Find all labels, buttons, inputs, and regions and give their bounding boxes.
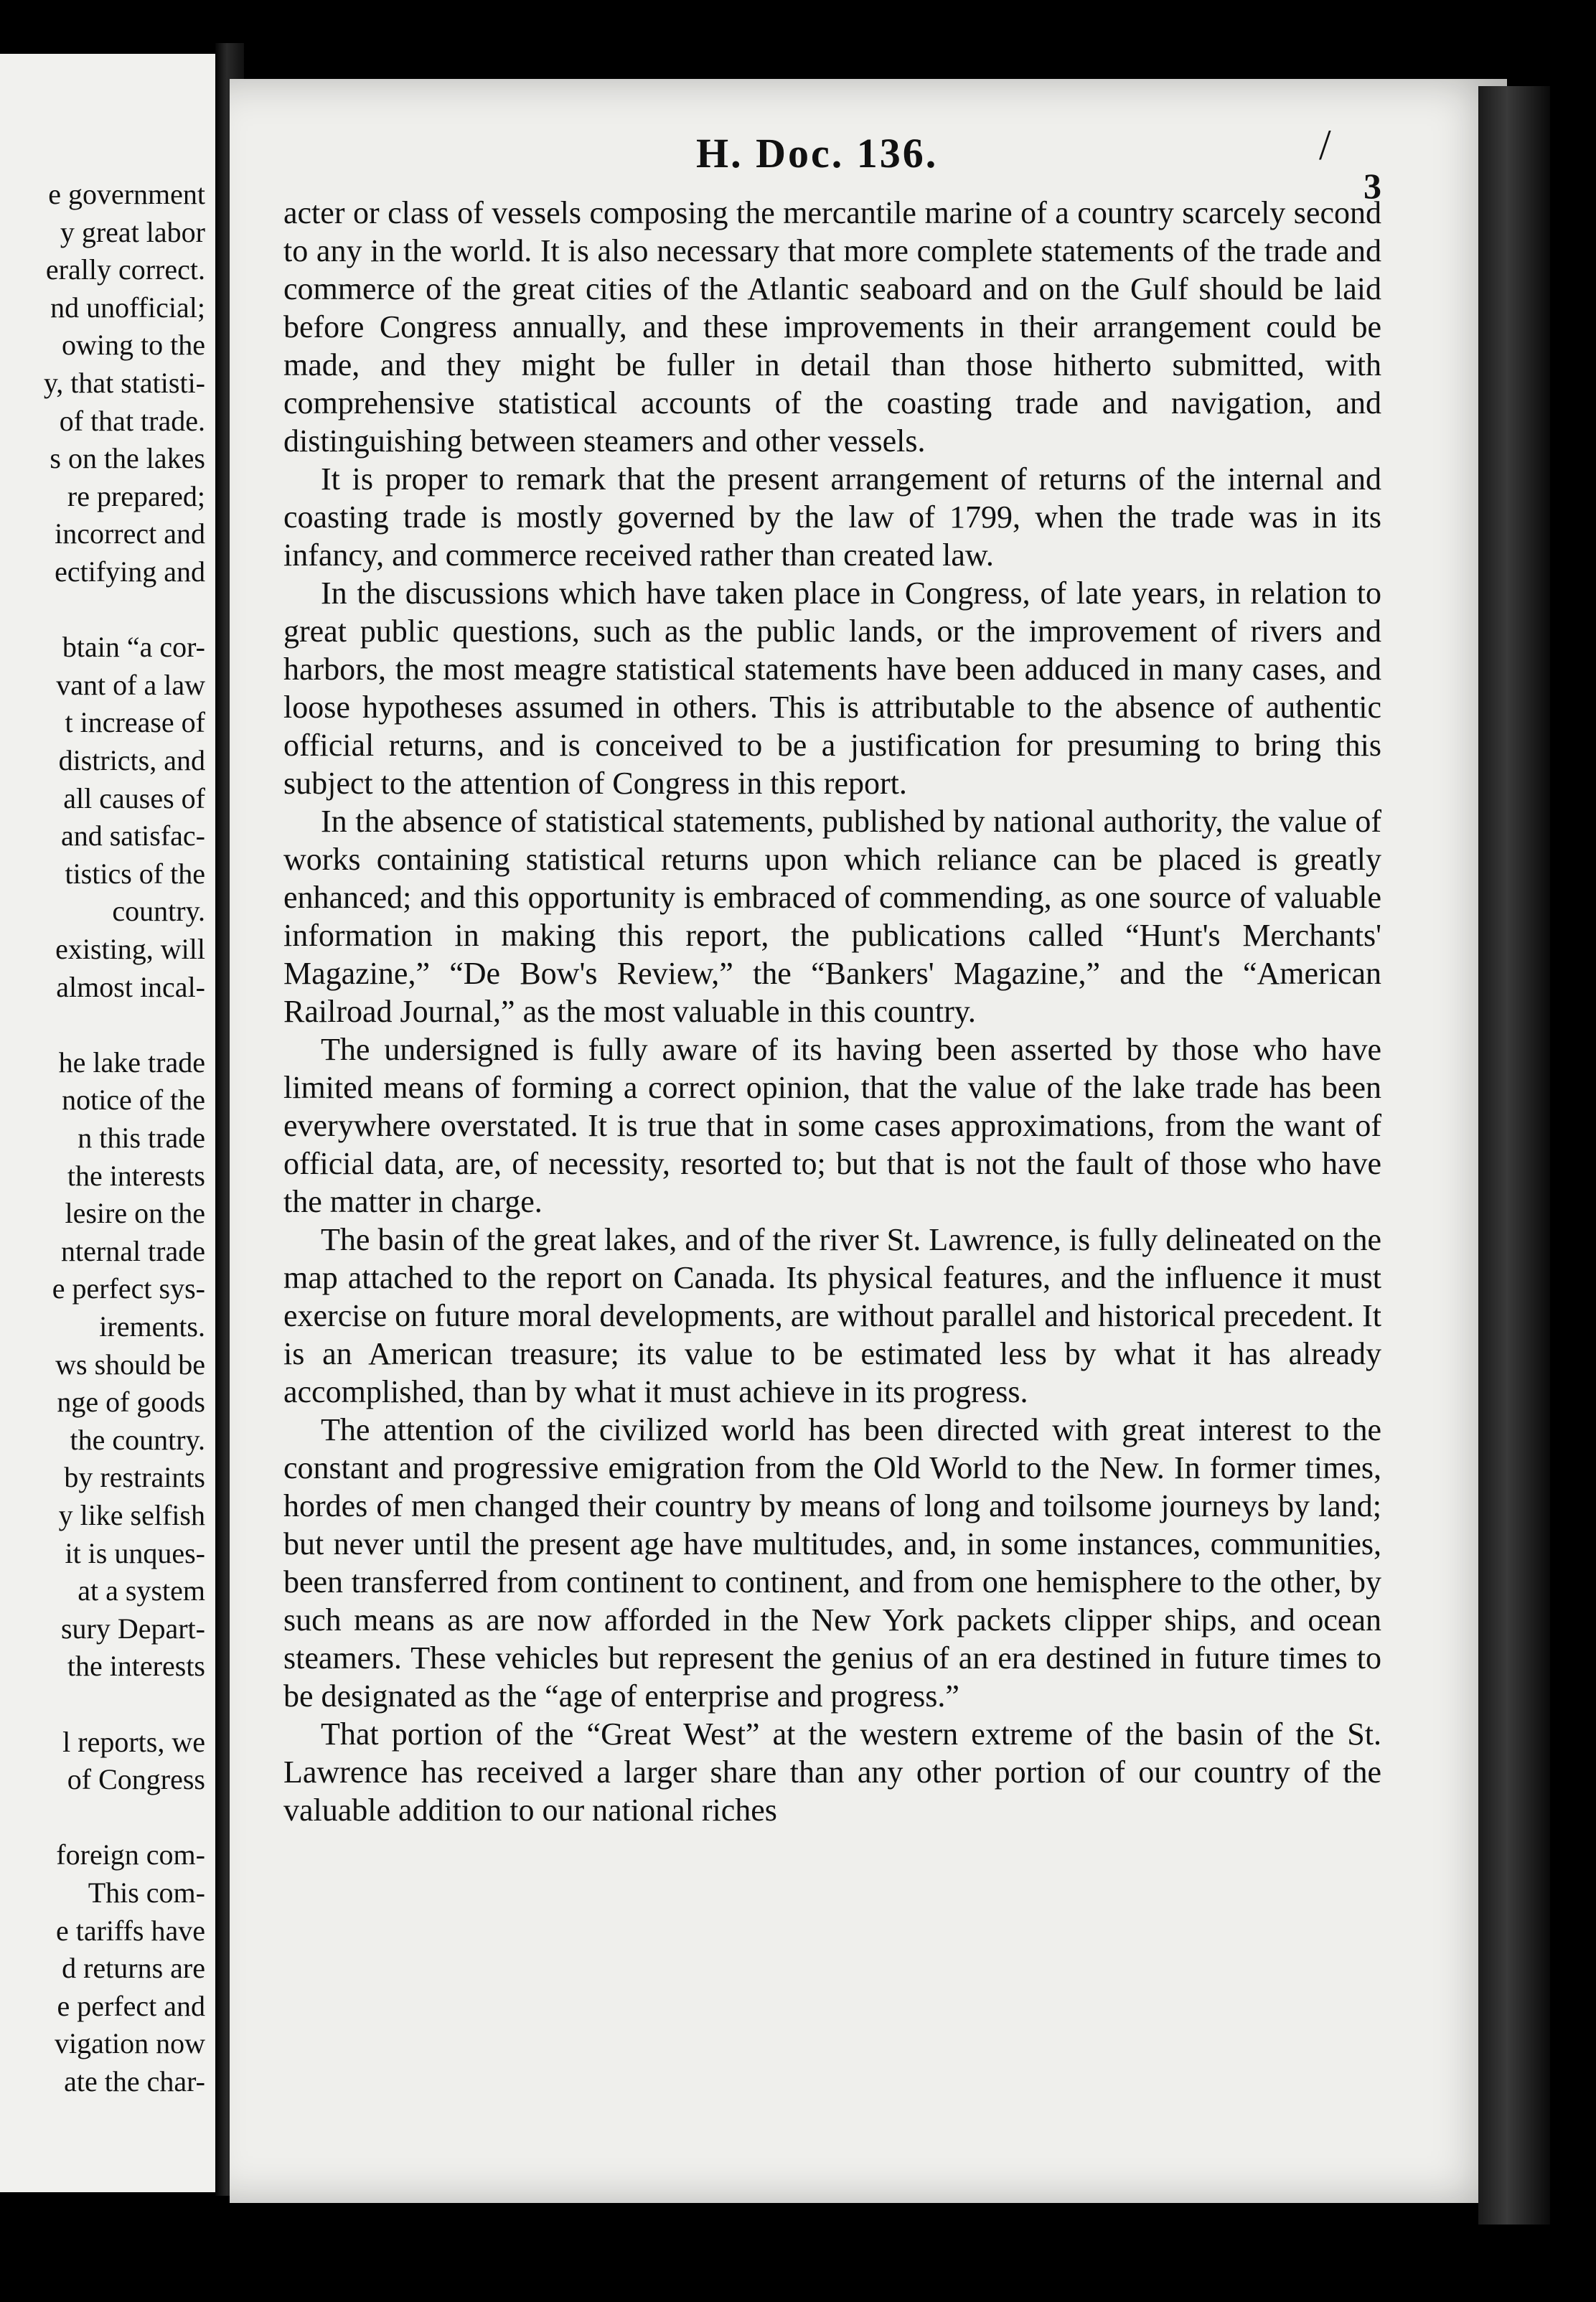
margin-mark: / [1319,121,1331,169]
left-page-line: districts, and [58,744,205,776]
paragraph: The undersigned is fully aware of its having been asserted by those who have limited means of forming a correct opinion, that the value of the lake trade has been everywhere overstated. It is true that in some cases approximations, from the want of official data, are, of necessity, resorted to; but that is not the fault of those who have the matter in charge. [283,1032,1381,1219]
paragraph: The attention of the civilized world has been directed with great interest to the constant and progressive emigration from the Old World to the New. In former times, hordes of men changed their country by means of long and toilsome journeys by land; but never until the present age have multitudes, and, in some instances, communities, been transferred from continent to continent, and from one hemisphere to the other, by such means as are now afforded in the New York packets clipper ships, and ocean steamers. These vehicles but represent the genius of an era destined in future times to be designated as the “age of enterprise and progress.” [283,1412,1381,1714]
left-page-line: of Congress [67,1763,205,1796]
left-page-line: ectifying and [55,555,205,588]
left-page-line: nd unofficial; [50,291,205,324]
left-page-line: tistics of the [65,857,205,890]
left-page-line: the interests [67,1650,205,1683]
left-page-line: incorrect and [55,517,205,550]
left-page-line: irements. [99,1310,205,1343]
left-page-line: vant of a law [56,668,205,701]
left-page-line: s on the lakes [50,442,205,475]
left-page-line: y like selfish [58,1499,205,1531]
left-page-line: sury Depart- [60,1612,205,1645]
left-page-line: nternal trade [61,1234,205,1267]
left-page-line: e perfect sys- [52,1272,205,1305]
page-edge-shadow [1478,86,1550,2225]
paragraph: acter or class of vessels composing the mercantile marine of a country scarcely second to any in the world. It is also necessary that more complete statements of the trade and commerce of the great cities of the Atlantic seaboard and on the Gulf should be laid before Congress annually, and these improvements in their arrangement could be made, and they might be fuller in detail than those hitherto submitted, with comprehensive statistical accounts of the coasting trade and navigation, and distinguishing between steamers and other vessels. [283,195,1381,459]
page-number: 3 [1363,166,1381,206]
left-page-line: btain “a cor- [62,631,205,664]
left-page-line: owing to the [62,329,205,362]
left-page-line: t increase of [65,706,205,739]
left-page-line: erally correct. [45,253,205,286]
paragraph: In the discussions which have taken place in Congress, of late years, in relation to great public questions, such as the public lands, or the improvement of rivers and harbors, the most meagre statistical statements have been adduced in many cases, and loose hypotheses assumed in others. This is attributable to the absence of authentic official returns, and is conceived to be a justification for presuming to bring this subject to the attention of Congress in this report. [283,576,1381,801]
paragraph: That portion of the “Great West” at the western extreme of the basin of the St. Lawrence has received a larger share than any other portion of our country of the valuable addition to our national riches [283,1716,1381,1828]
left-page-line: l reports, we [62,1725,205,1758]
left-page-line: ate the char- [64,2065,205,2097]
left-page-line: ws should be [55,1348,205,1381]
left-page-line: almost incal- [56,970,205,1003]
left-page-line: y great labor [60,215,205,248]
left-page-line: country. [112,895,205,928]
left-page-line: all causes of [63,781,205,814]
left-page-line: of that trade. [59,404,205,437]
left-page-line: the interests [67,1159,205,1192]
left-page-line: e tariffs have [55,1914,205,1947]
left-page-line: vigation now [55,2027,205,2060]
left-page-line: the country. [70,1423,205,1456]
left-page-line: This com- [88,1876,205,1909]
left-page-line: d returns are [62,1952,205,1985]
left-page-line: by restraints [64,1461,205,1494]
paragraph: The basin of the great lakes, and of the river St. Lawrence, is fully delineated on the map attached to the report on Canada. Its physical features, and the influence it must exercise on future moral developments, are without parallel and historical precedent. It is an American treasure; its value to be estimated less by what it has already accomplished, than by what it must achieve in its progress. [283,1222,1381,1409]
left-page-line: nge of goods [57,1386,205,1419]
paragraph: In the absence of statistical statements, published by national authority, the value of works containing statistical returns upon which reliance can be placed is greatly enhanced; and this opportunity is embraced of commending, as one source of valuable information in making this report, the publications called “Hunt's Merchants' Magazine,” “De Bow's Review,” the “Bankers' Magazine,” and the “American Railroad Journal,” as the most valuable in this country. [283,804,1381,1029]
left-page-line: y, that statisti- [43,367,205,399]
left-page-line: he lake trade [58,1046,205,1079]
left-page-line: at a system [78,1574,205,1607]
paragraph: It is proper to remark that the present arrangement of returns of the internal and coasting trade is mostly governed by the law of 1799, when the trade was in its infancy, and commerce received rather than created law. [283,461,1381,573]
page-header: H. Doc. 136. [696,130,939,177]
left-page-line: re prepared; [67,479,205,512]
left-page-line: existing, will [55,933,205,965]
left-page-line: e government [48,178,205,210]
left-page-line: notice of the [62,1084,205,1117]
left-page-line: foreign com- [56,1838,205,1871]
left-page-line: and satisfac- [60,819,205,852]
left-page-line: it is unques- [65,1536,205,1569]
left-page-line: lesire on the [65,1197,205,1230]
left-page-line: e perfect and [57,1989,205,2022]
left-page-line: n this trade [78,1122,205,1154]
left-facing-page [0,54,225,2192]
body-text [283,194,1381,1829]
